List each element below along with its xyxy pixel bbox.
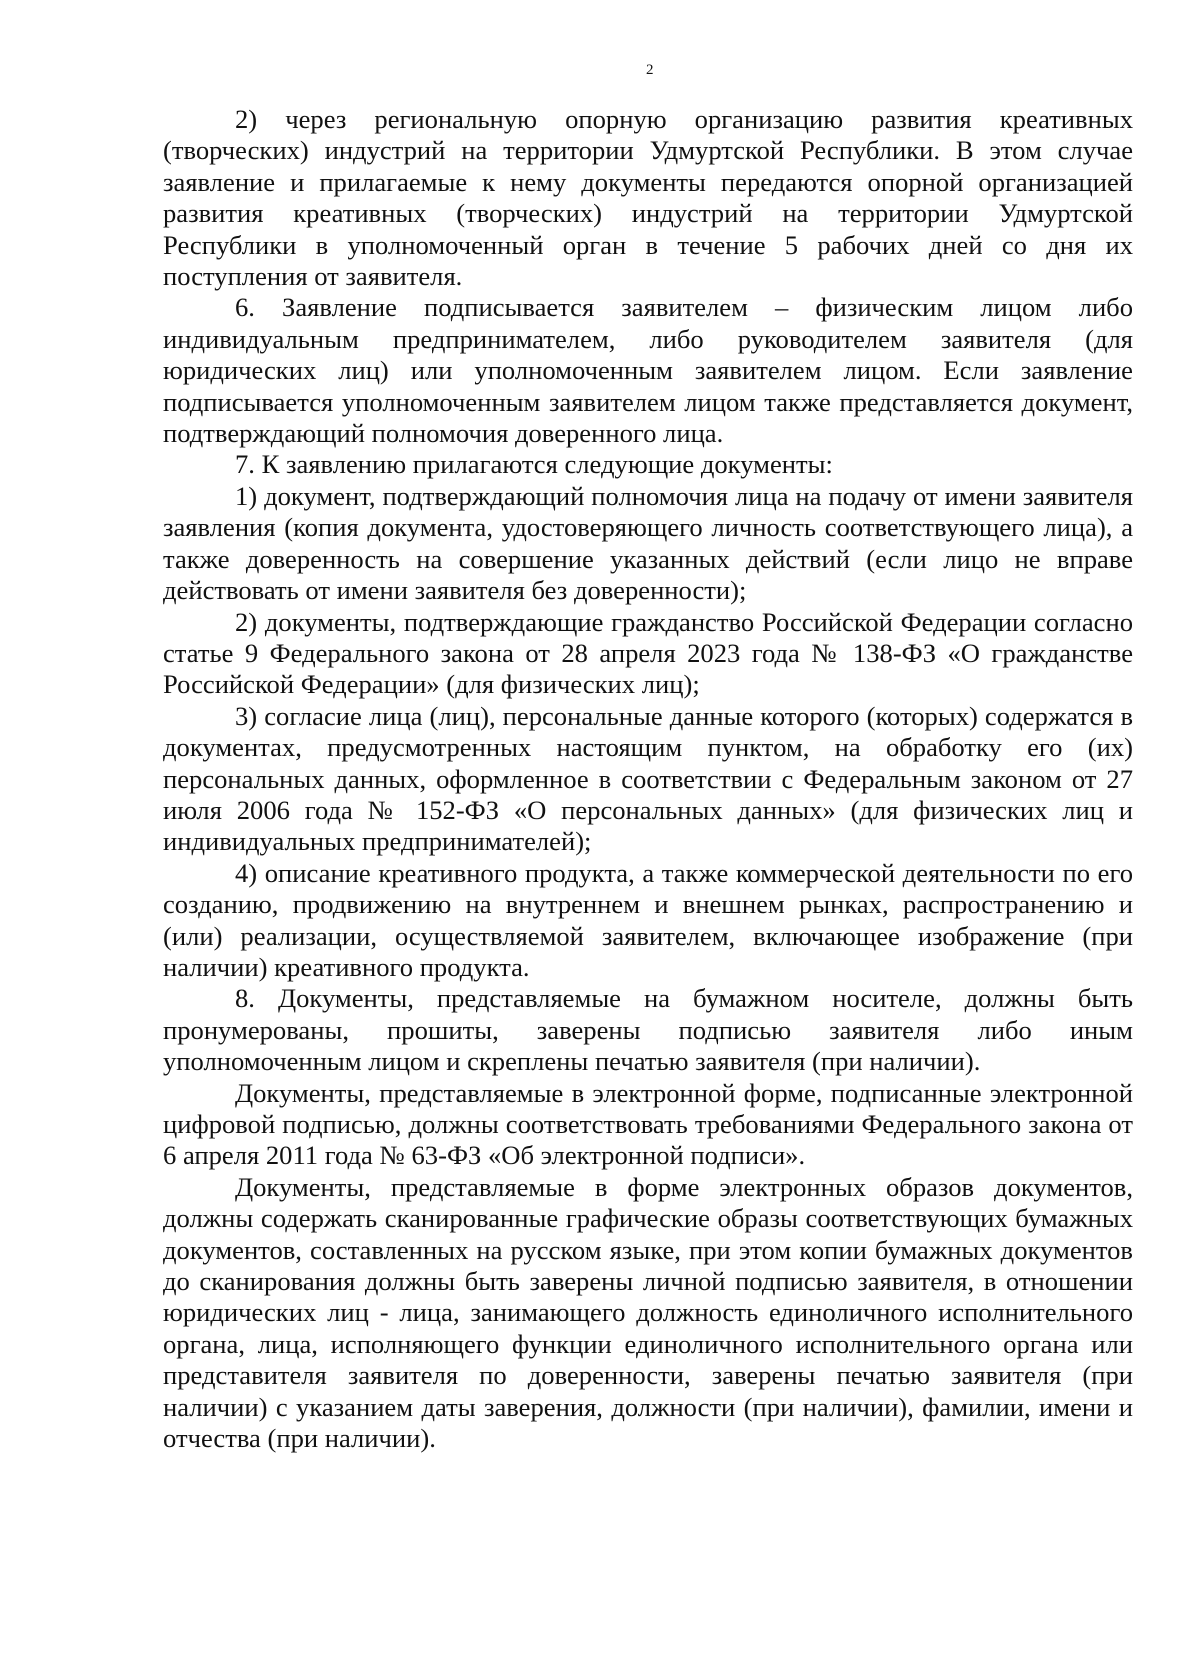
paragraph-item-2-regional-organization: 2) через региональную опорную организацию развития креативных (творческих) индустрий на территории Удмуртской Республики. В этом случае заявление и прилагаемые к нему документы передаются опорной организацией развития креативных (творческих) индустрий на территории Удмуртской Республики в уполномоченный орган в течение 5 рабочих дней со дня их поступления от заявителя.	[163, 104, 1133, 292]
paragraph-7-attached-documents: 7. К заявлению прилагаются следующие документы:	[235, 449, 833, 480]
paragraph-7-item-1-authority-document: 1) документ, подтверждающий полномочия лица на подачу от имени заявителя заявления (копия документа, удостоверяющего личность соответствующего лица), а также доверенность на совершение указанных действий (если лицо не вправе действовать от имени заявителя без доверенности);	[163, 480, 1133, 606]
paragraph-6-signature: 6. Заявление подписывается заявителем – физическим лицом либо индивидуальным предпринимателем, либо руководителем заявителя (для юридических лиц) или уполномоченным заявителем лицом. Если заявление подписывается уполномоченным заявителем лицом также представляется документ, подтверждающий полномочия доверенного лица.	[163, 292, 1133, 449]
document-body	[163, 104, 1133, 1454]
paragraph-7-item-2-citizenship: 2) документы, подтверждающие гражданство Российской Федерации согласно статье 9 Федерального закона от 28 апреля 2023 года № 138-ФЗ «О гражданстве Российской Федерации» (для физических лиц);	[163, 606, 1133, 700]
paragraph-electronic-documents: Документы, представляемые в электронной форме, подписанные электронной цифровой подписью, должны соответствовать требованиями Федерального закона от 6 апреля 2011 года № 63-ФЗ «Об электронной подписи».	[163, 1077, 1133, 1171]
paragraph-electronic-images: Документы, представляемые в форме электронных образов документов, должны содержать сканированные графические образы соответствующих бумажных документов, составленных на русском языке, при этом копии бумажных документов до сканирования должны быть заверены личной подписью заявителя, в отношении юридических лиц - лица, занимающего должность единоличного исполнительного органа, лица, исполняющего функции единоличного исполнительного органа или представителя заявителя по доверенности, заверены печатью заявителя (при наличии) с указанием даты заверения, должности (при наличии), фамилии, имени и отчества (при наличии).	[163, 1171, 1133, 1454]
page-number: 2	[646, 62, 654, 78]
paragraph-8-paper-documents: 8. Документы, представляемые на бумажном носителе, должны быть пронумерованы, прошиты, заверены подписью заявителя либо иным уполномоченным лицом и скреплены печатью заявителя (при наличии).	[163, 983, 1133, 1077]
paragraph-7-item-4-product-description: 4) описание креативного продукта, а также коммерческой деятельности по его созданию, продвижению на внутреннем и внешнем рынках, распространению и (или) реализации, осуществляемой заявителем, включающее изображение (при наличии) креативного продукта.	[163, 857, 1133, 982]
paragraph-7-item-3-personal-data-consent: 3) согласие лица (лиц), персональные данные которого (которых) содержатся в документах, предусмотренных настоящим пунктом, на обработку его (их) персональных данных, оформленное в соответствии с Федеральным законом от 27 июля 2006 года № 152-ФЗ «О персональных данных» (для физических лиц и индивидуальных предпринимателей);	[163, 700, 1133, 857]
